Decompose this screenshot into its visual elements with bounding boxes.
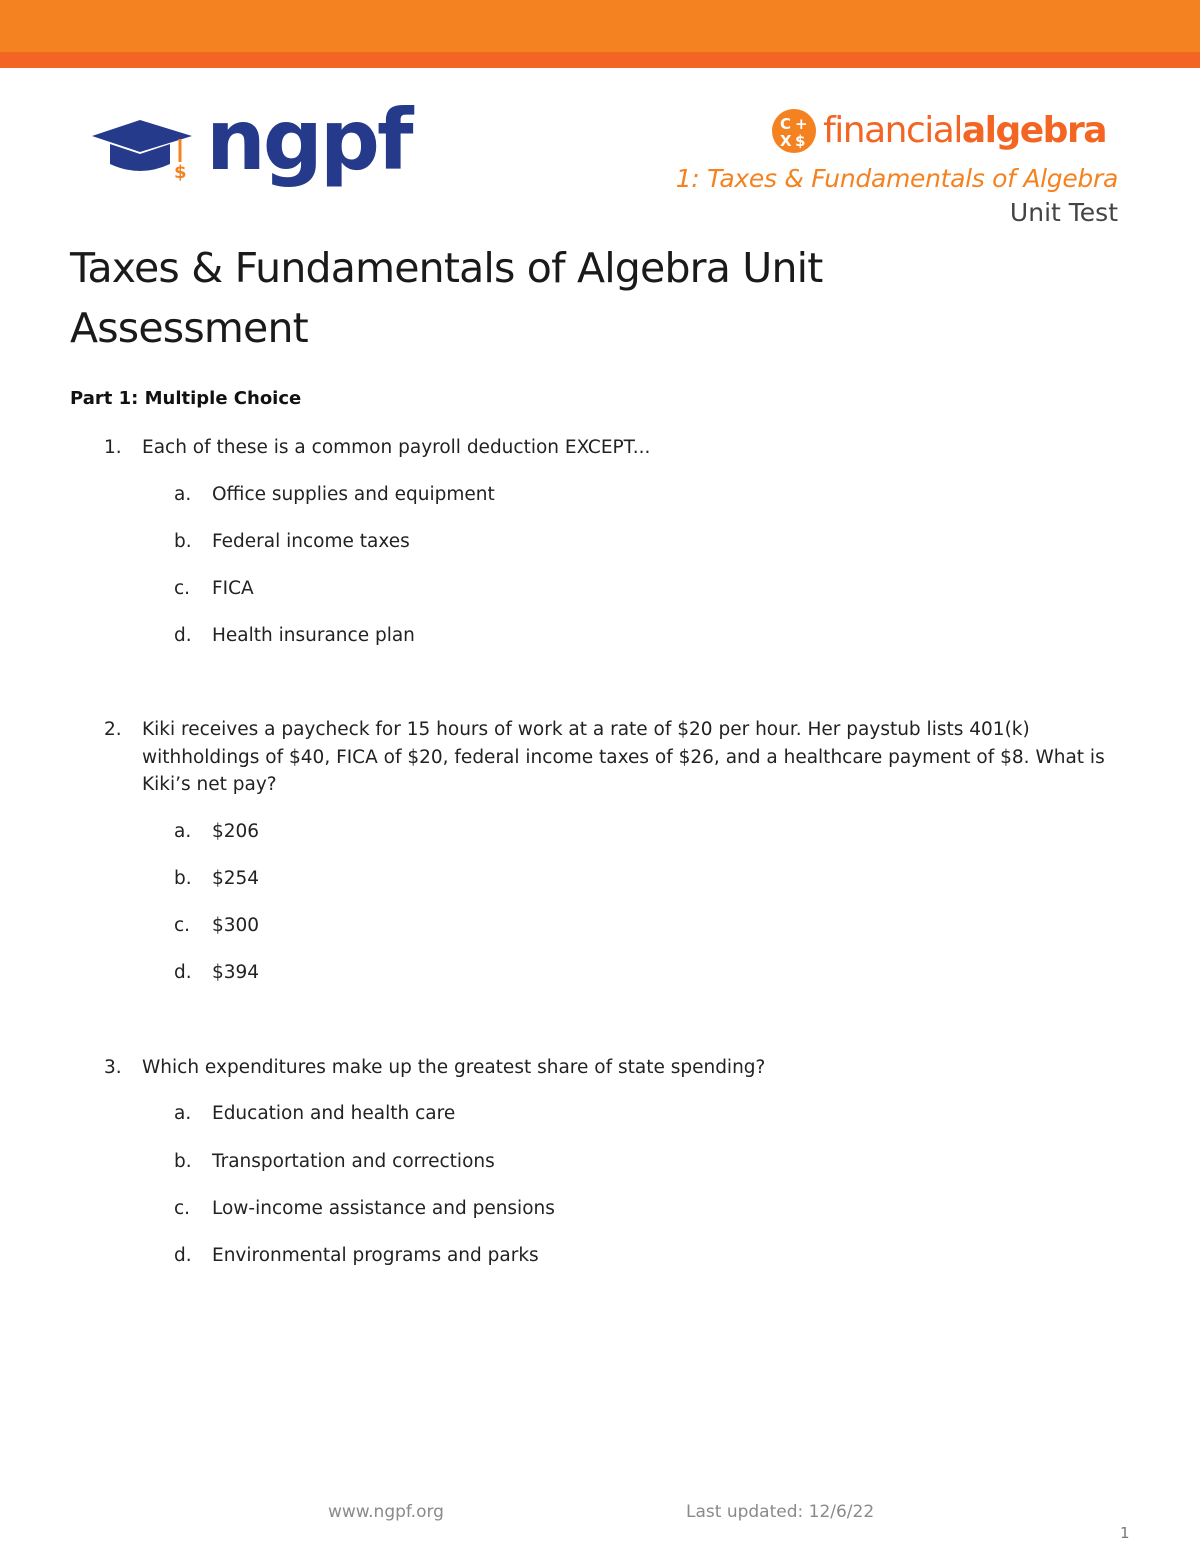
option-text: Environmental programs and parks	[212, 1245, 539, 1266]
calculator-badge-icon	[771, 108, 817, 154]
svg-text:$: $	[174, 162, 187, 182]
wordmark-financial: financial	[823, 110, 962, 151]
option-2a	[174, 819, 259, 845]
option-1a	[174, 482, 495, 508]
unit-label: 1: Taxes & Fundamentals of Algebra	[675, 164, 1118, 193]
option-letter: a.	[174, 821, 192, 842]
header-band-main	[0, 0, 1200, 52]
option-letter: c.	[174, 1198, 191, 1219]
option-text: Health insurance plan	[212, 625, 415, 646]
question-number: 1.	[104, 437, 122, 458]
option-letter: d.	[174, 962, 192, 983]
option-text: Transportation and corrections	[212, 1151, 495, 1172]
option-letter: a.	[174, 484, 192, 505]
ngpf-logo	[88, 91, 411, 194]
page-number: 1	[1120, 1524, 1130, 1542]
question-number: 2.	[104, 719, 122, 740]
option-3c	[174, 1196, 555, 1222]
question-text: Which expenditures make up the greatest share of state spending?	[142, 1057, 766, 1078]
option-letter: c.	[174, 915, 191, 936]
financial-algebra-wordmark	[823, 110, 1106, 151]
option-3a	[174, 1101, 455, 1127]
question-text: Kiki receives a paycheck for 15 hours of work at a rate of $20 per hour. Her paystub lists 401(k) withholdings of $40, FICA of $20, federal income taxes of $26, and a healthcare payment of $8. What is Kiki’s net pay?	[142, 719, 1105, 795]
financial-algebra-logo	[771, 108, 1106, 154]
wordmark-algebra: algebra	[961, 110, 1106, 151]
page-title	[70, 238, 1070, 358]
footer-url-link[interactable]: www.ngpf.org	[328, 1502, 444, 1522]
option-text: $254	[212, 868, 260, 889]
option-letter: d.	[174, 625, 192, 646]
unit-subtitle: Unit Test	[1009, 198, 1118, 227]
option-letter: b.	[174, 1151, 192, 1172]
question-2	[104, 716, 1124, 799]
part-heading: Part 1: Multiple Choice	[70, 388, 302, 409]
option-text: Low-income assistance and pensions	[212, 1198, 555, 1219]
option-text: Office supplies and equipment	[212, 484, 495, 505]
question-text: Each of these is a common payroll deduction EXCEPT...	[142, 437, 651, 458]
option-letter: d.	[174, 1245, 192, 1266]
option-1c	[174, 576, 254, 602]
option-text: $206	[212, 821, 260, 842]
option-2c	[174, 913, 259, 939]
option-3d	[174, 1243, 539, 1269]
graduation-cap-icon	[88, 116, 200, 182]
header-band-edge	[0, 52, 1200, 68]
option-letter: a.	[174, 1103, 192, 1124]
option-letter: b.	[174, 531, 192, 552]
badge-glyph-x: X	[780, 132, 792, 150]
option-2b	[174, 866, 259, 892]
question-1	[104, 434, 1124, 462]
option-text: Federal income taxes	[212, 531, 410, 552]
option-2d	[174, 960, 259, 986]
footer-last-updated: Last updated: 12/6/22	[686, 1502, 875, 1522]
option-text: $300	[212, 915, 260, 936]
option-text: $394	[212, 962, 260, 983]
option-text: Education and health care	[212, 1103, 456, 1124]
page-title-line-1: Taxes & Fundamentals of Algebra Unit	[70, 244, 823, 292]
page-title-line-2: Assessment	[70, 304, 308, 352]
header-band	[0, 0, 1200, 68]
question-3	[104, 1054, 1124, 1082]
option-letter: b.	[174, 868, 192, 889]
ngpf-wordmark: ngpf	[206, 91, 411, 189]
badge-glyph-c: C	[780, 115, 792, 133]
badge-glyph-dollar: $	[795, 132, 806, 150]
option-3b	[174, 1149, 495, 1175]
badge-glyph-plus: +	[795, 115, 808, 133]
question-number: 3.	[104, 1057, 122, 1078]
option-letter: c.	[174, 578, 191, 599]
option-1b	[174, 529, 410, 555]
option-text: FICA	[212, 578, 254, 599]
option-1d	[174, 623, 415, 649]
